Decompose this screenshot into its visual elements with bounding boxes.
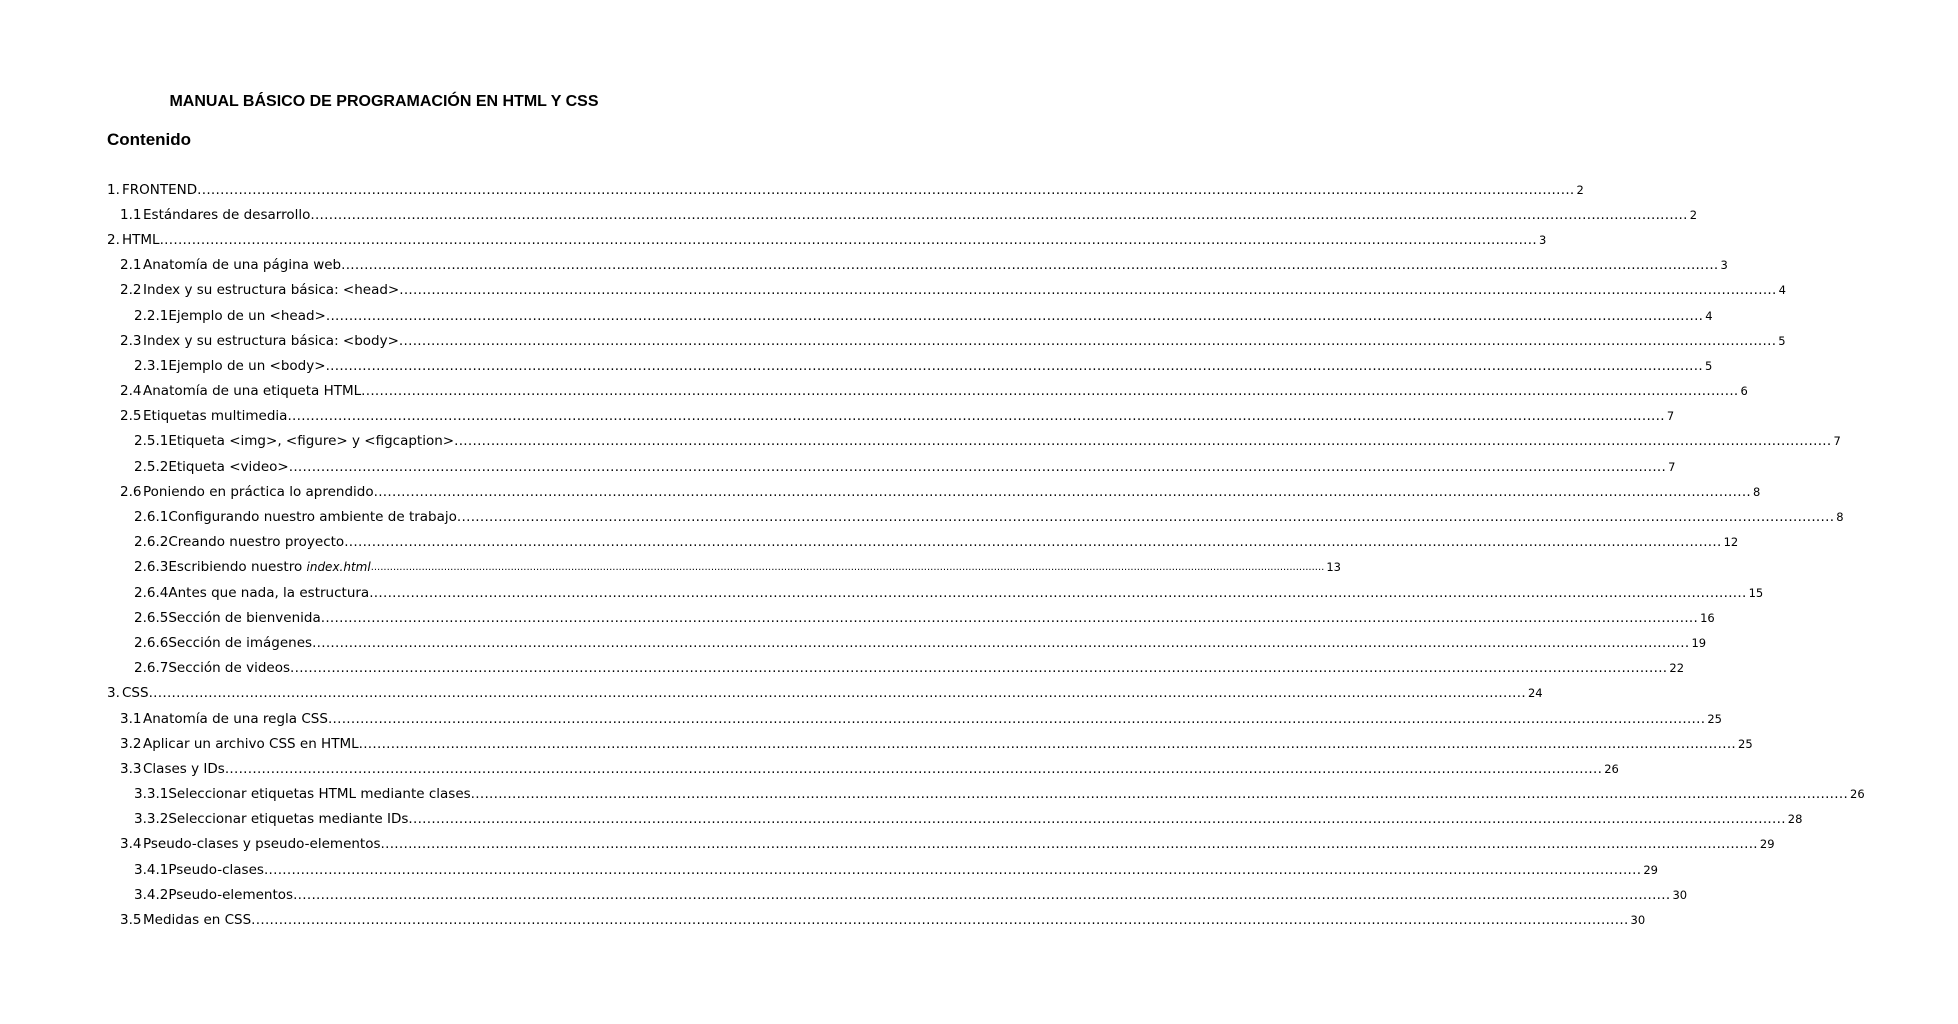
toc-entry-page-number: 13	[1326, 560, 1341, 575]
toc-entry-title	[168, 308, 326, 324]
toc-entry[interactable]	[0, 328, 1786, 353]
toc-entry[interactable]	[0, 227, 1547, 252]
toc-entry-title-text: HTML	[122, 231, 160, 248]
toc-entry[interactable]	[0, 630, 1707, 655]
toc-entry-page-number: 19	[1691, 635, 1707, 650]
toc-entry-page-number: 15	[1748, 585, 1764, 600]
toc-entry-number: 2.1	[120, 257, 142, 274]
toc-entry-title-text: Pseudo-clases y pseudo-elementos	[143, 836, 381, 853]
toc-entry-number: 2.4	[120, 383, 142, 400]
toc-entry-number: 2.6.7	[134, 660, 169, 677]
toc-entry-title-text: Clases y IDs	[143, 760, 225, 777]
toc-entry[interactable]	[0, 832, 1775, 857]
toc-entry[interactable]	[0, 681, 1543, 706]
toc-entry-number: 2.6.5	[134, 609, 169, 626]
toc-entry-number: 3.3	[120, 760, 142, 777]
toc-entry-page-number: 25	[1738, 736, 1753, 751]
toc-entry-title	[168, 585, 369, 601]
toc-dot-leader: ............................................................................................................................................................................................................................................................................................................	[325, 307, 1704, 324]
document-title: MANUAL BÁSICO DE PROGRAMACIÓN EN HTML Y CSS	[169, 93, 599, 110]
toc-entry-page-number: 4	[1778, 283, 1786, 298]
toc-entry-title	[168, 887, 293, 903]
toc-entry-title	[143, 912, 251, 928]
toc-entry-page-number: 2	[1576, 182, 1584, 197]
toc-entry[interactable]	[0, 303, 1713, 328]
toc-entry[interactable]	[0, 429, 1841, 454]
toc-entry[interactable]	[0, 731, 1753, 756]
toc-dot-leader: ............................................................................................................................................................................................................................................................................................................	[358, 735, 1736, 752]
toc-dot-leader: ............................................................................................................................................................................................................................................................................................................	[325, 357, 1703, 374]
toc-entry-title-text: Antes que nada, la estructura	[168, 584, 370, 601]
toc-entry-title-text: Seleccionar etiquetas HTML mediante clases	[168, 786, 471, 803]
toc-entry-number: 2.5.1	[134, 433, 169, 450]
toc-dot-leader: ............................................................................................................................................................................................................................................................................................................	[380, 836, 1758, 853]
toc-dot-leader: ............................................................................................................................................................................................................................................................................................................	[293, 886, 1671, 903]
toc-entry-page-number: 29	[1643, 862, 1658, 877]
toc-entry-number: 3.4.1	[134, 861, 169, 878]
toc-entry-title-text: CSS	[122, 685, 149, 702]
toc-entry-title-text: Estándares de desarrollo	[143, 206, 311, 223]
toc-entry-number: 2.6.3	[134, 559, 169, 576]
toc-dot-leader: ............................................................................................................................................................................................................................................................................................................	[312, 634, 1690, 651]
toc-entry-title-text: Anatomía de una regla CSS	[143, 710, 328, 727]
toc-entry-number: 2.6	[120, 483, 142, 500]
toc-entry-title	[168, 559, 370, 575]
toc-entry-title-text: Sección de bienvenida	[168, 609, 321, 626]
toc-entry-title	[143, 333, 399, 349]
toc-entry-title-text: Aplicar un archivo CSS en HTML	[143, 735, 359, 752]
toc-entry-page-number: 30	[1672, 887, 1688, 902]
toc-dot-leader: ............................................................................................................................................................................................................................................................................................................	[288, 458, 1667, 475]
toc-entry[interactable]	[0, 882, 1688, 907]
toc-entry-number: 2.5.2	[134, 458, 169, 475]
toc-entry-title	[168, 862, 264, 878]
toc-dot-leader: ............................................................................................................................................................................................................................................................................................................	[287, 408, 1665, 425]
toc-entry-number: 2.5	[120, 408, 142, 425]
toc-entry[interactable]	[0, 404, 1675, 429]
toc-entry-title-text: Ejemplo de un <body>	[168, 357, 326, 374]
toc-dot-leader: ............................................................................................................................................................................................................................................................................................................	[454, 433, 1832, 450]
toc-entry-title	[143, 383, 361, 399]
toc-entry-title	[122, 182, 197, 198]
toc-entry-title-filename: index.html	[306, 560, 371, 575]
toc-entry-title-text: Configurando nuestro ambiente de trabajo	[168, 509, 457, 526]
toc-entry-number: 3.	[107, 685, 120, 702]
toc-entry-title-text: Index y su estructura básica: <body>	[143, 332, 399, 349]
toc-entry-page-number: 8	[1836, 510, 1844, 525]
toc-entry-number: 3.4.2	[134, 886, 169, 903]
toc-entry-number: 1.	[107, 181, 120, 198]
toc-entry-number: 2.	[107, 231, 120, 248]
toc-entry-page-number: 2	[1689, 207, 1698, 222]
toc-entry[interactable]	[0, 706, 1722, 731]
toc-entry[interactable]	[0, 253, 1728, 278]
toc-dot-leader: ............................................................................................................................................................................................................................................................................................................	[470, 786, 1849, 803]
toc-entry-title	[168, 459, 288, 475]
toc-entry-title	[143, 736, 359, 752]
toc-entry-number: 3.3.2	[134, 811, 169, 828]
toc-entry-title-text: Sección de videos	[168, 660, 291, 677]
toc-entry-title	[168, 660, 290, 676]
toc-entry[interactable]	[0, 857, 1658, 882]
toc-entry[interactable]	[0, 807, 1803, 832]
toc-dot-leader: ............................................................................................................................................................................................................................................................................................................	[370, 561, 1325, 573]
toc-entry-title	[143, 836, 381, 852]
toc-entry-page-number: 16	[1700, 610, 1715, 625]
toc-entry-number: 2.3.1	[134, 357, 169, 374]
toc-entry-title	[168, 433, 454, 449]
toc-entry[interactable]	[0, 177, 1584, 202]
toc-dot-leader: ............................................................................................................................................................................................................................................................................................................	[456, 509, 1835, 526]
toc-dot-leader: ............................................................................................................................................................................................................................................................................................................	[148, 685, 1526, 702]
toc-entry-page-number: 4	[1705, 308, 1713, 323]
toc-entry[interactable]	[0, 555, 1341, 580]
toc-dot-leader: ............................................................................................................................................................................................................................................................................................................	[159, 231, 1537, 248]
toc-entry-page-number: 29	[1759, 837, 1775, 852]
toc-entry[interactable]	[0, 504, 1844, 529]
toc-entry-title-text: Poniendo en práctica lo aprendido	[143, 483, 374, 500]
toc-entry-page-number: 8	[1753, 484, 1761, 499]
toc-entry-page-number: 12	[1723, 535, 1739, 550]
toc-entry-page-number: 26	[1850, 787, 1865, 802]
toc-entry-title	[143, 484, 374, 500]
toc-entry[interactable]	[0, 202, 1698, 227]
toc-entry-page-number: 30	[1630, 913, 1646, 928]
toc-entry-title	[168, 786, 470, 802]
toc-entry-number: 3.4	[120, 836, 142, 853]
toc-entry-title-text: FRONTEND	[122, 181, 198, 198]
toc-dot-leader: ............................................................................................................................................................................................................................................................................................................	[263, 861, 1642, 878]
toc-entry[interactable]	[0, 907, 1646, 932]
toc-entry[interactable]	[0, 479, 1761, 504]
toc-entry[interactable]	[0, 605, 1715, 630]
toc-entry-title	[143, 207, 310, 223]
toc-entry-title-text: Escribiendo nuestro	[168, 559, 307, 576]
toc-entry-page-number: 26	[1604, 761, 1619, 776]
toc-entry[interactable]	[0, 353, 1713, 378]
toc-dot-leader: ............................................................................................................................................................................................................................................................................................................	[320, 609, 1699, 626]
toc-entry-page-number: 7	[1668, 459, 1676, 474]
toc-entry[interactable]	[0, 656, 1685, 681]
toc-dot-leader: ............................................................................................................................................................................................................................................................................................................	[327, 710, 1706, 727]
toc-entry-number: 2.2.1	[134, 307, 169, 324]
toc-dot-leader: ............................................................................................................................................................................................................................................................................................................	[398, 332, 1777, 349]
toc-entry-page-number: 3	[1720, 258, 1728, 273]
toc-entry-page-number: 28	[1787, 812, 1803, 827]
toc-entry-title-text: Anatomía de una etiqueta HTML	[143, 383, 362, 400]
toc-entry-title-text: Ejemplo de un <head>	[168, 307, 326, 324]
toc-entry-number: 2.3	[120, 332, 142, 349]
toc-entry[interactable]	[0, 530, 1739, 555]
toc-entry-number: 2.6.2	[134, 534, 169, 551]
toc-entry-title	[168, 811, 408, 827]
toc-entry[interactable]	[0, 379, 1748, 404]
toc-entry-title	[143, 761, 225, 777]
toc-entry-number: 2.6.6	[134, 634, 169, 651]
toc-entry-title-text: Anatomía de una página web	[143, 257, 342, 274]
toc-entry-title-text: Sección de imágenes	[168, 634, 313, 651]
toc-heading: Contenido	[107, 130, 192, 149]
toc-entry-number: 1.1	[120, 206, 142, 223]
toc-entry-title	[122, 232, 160, 248]
toc-entry-title-text: Pseudo-clases	[168, 861, 264, 878]
toc-dot-leader: ............................................................................................................................................................................................................................................................................................................	[369, 584, 1747, 601]
toc-entry-title	[168, 358, 325, 374]
toc-entry[interactable]	[0, 454, 1676, 479]
toc-entry[interactable]	[0, 756, 1619, 781]
toc-dot-leader: ............................................................................................................................................................................................................................................................................................................	[408, 811, 1786, 828]
toc-entry-page-number: 7	[1666, 409, 1675, 424]
toc-dot-leader: ............................................................................................................................................................................................................................................................................................................	[341, 257, 1719, 274]
toc-entry-number: 2.6.1	[134, 509, 169, 526]
toc-dot-leader: ............................................................................................................................................................................................................................................................................................................	[197, 181, 1575, 198]
toc-entry-title-text: Creando nuestro proyecto	[168, 534, 345, 551]
toc-entry-number: 3.1	[120, 710, 142, 727]
toc-entry-title	[168, 534, 344, 550]
toc-entry-number: 2.6.4	[134, 584, 169, 601]
toc-entry-title	[168, 509, 457, 525]
toc-dot-leader: ............................................................................................................................................................................................................................................................................................................	[290, 660, 1668, 677]
toc-entry-page-number: 5	[1778, 333, 1786, 348]
table-of-contents	[0, 177, 1865, 933]
toc-entry-page-number: 5	[1704, 358, 1713, 373]
toc-dot-leader: ............................................................................................................................................................................................................................................................................................................	[399, 282, 1777, 299]
toc-entry-title	[143, 711, 328, 727]
toc-entry-title-text: Etiqueta <img>, <figure> y <figcaption>	[168, 433, 455, 450]
toc-entry-page-number: 7	[1833, 434, 1841, 449]
toc-entry-page-number: 6	[1740, 384, 1748, 399]
toc-entry-title-text: Index y su estructura básica: <head>	[143, 282, 400, 299]
toc-dot-leader: ............................................................................................................................................................................................................................................................................................................	[373, 483, 1751, 500]
toc-dot-leader: ............................................................................................................................................................................................................................................................................................................	[310, 206, 1688, 223]
toc-entry-page-number: 25	[1707, 711, 1722, 726]
toc-entry-title-text: Seleccionar etiquetas mediante IDs	[168, 811, 409, 828]
toc-entry-title-text: Etiquetas multimedia	[143, 408, 288, 425]
toc-entry-number: 3.3.1	[134, 786, 169, 803]
toc-entry[interactable]	[0, 580, 1764, 605]
toc-entry-number: 3.2	[120, 735, 142, 752]
toc-entry-number: 3.5	[120, 912, 142, 929]
toc-entry-title	[143, 257, 341, 273]
toc-entry[interactable]	[0, 278, 1786, 303]
toc-entry-title-text: Etiqueta <video>	[168, 458, 289, 475]
toc-entry-page-number: 3	[1538, 232, 1547, 247]
toc-entry-number: 2.2	[120, 282, 142, 299]
toc-entry-title	[143, 408, 287, 424]
toc-dot-leader: ............................................................................................................................................................................................................................................................................................................	[361, 383, 1739, 400]
toc-entry-title	[122, 685, 149, 701]
toc-entry[interactable]	[0, 782, 1865, 807]
toc-entry-page-number: 22	[1669, 661, 1685, 676]
toc-entry-title-text: Medidas en CSS	[143, 912, 252, 929]
toc-entry-title-text: Pseudo-elementos	[168, 886, 294, 903]
toc-entry-page-number: 24	[1527, 686, 1543, 701]
toc-dot-leader: ............................................................................................................................................................................................................................................................................................................	[224, 760, 1603, 777]
toc-entry-title	[168, 635, 312, 651]
toc-dot-leader: ............................................................................................................................................................................................................................................................................................................	[344, 534, 1722, 551]
toc-entry-title	[143, 282, 399, 298]
toc-entry-title	[168, 610, 320, 626]
toc-dot-leader: ............................................................................................................................................................................................................................................................................................................	[251, 912, 1629, 929]
